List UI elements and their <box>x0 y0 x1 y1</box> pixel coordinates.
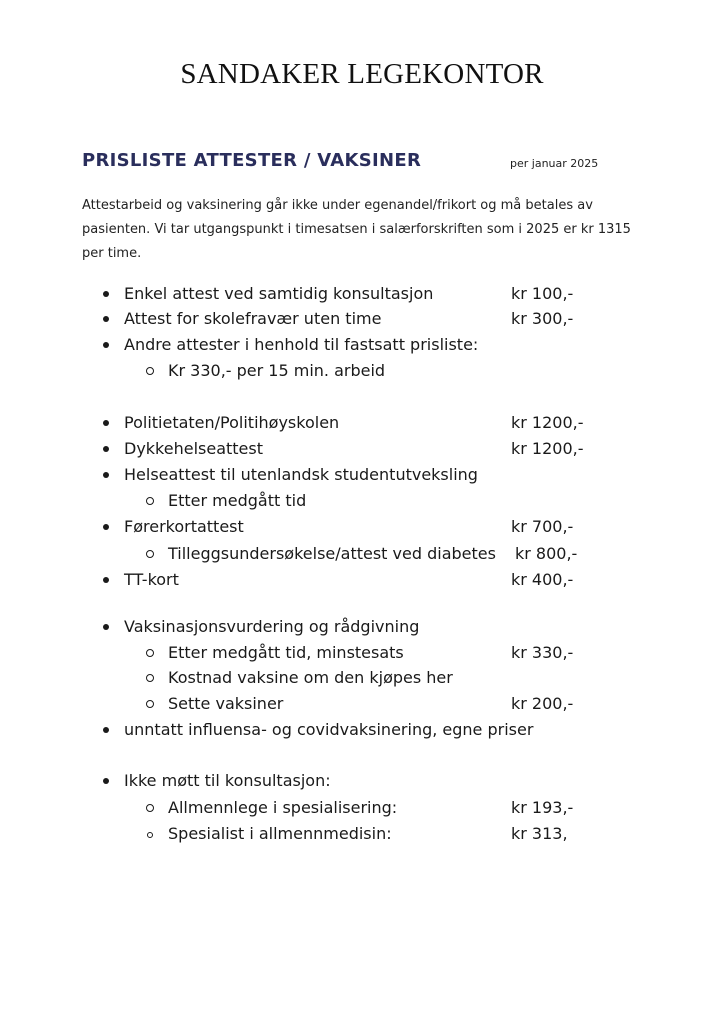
bullet-icon <box>103 446 109 452</box>
sub-list-item <box>0 490 724 516</box>
item-label: Dykkehelseattest <box>124 439 264 458</box>
circle-bullet-icon <box>146 550 154 558</box>
item-price: kr 313, <box>511 824 568 843</box>
sub-list-item <box>0 823 724 849</box>
sub-list-item <box>0 667 724 693</box>
item-price: kr 400,- <box>511 570 574 589</box>
item-label: Attest for skolefravær uten time <box>124 309 382 328</box>
list-item <box>0 308 724 334</box>
bullet-icon <box>103 316 109 322</box>
item-label: Kr 330,- per 15 min. arbeid <box>168 361 386 380</box>
list-item <box>0 438 724 464</box>
item-label: Andre attester i henhold til fastsatt prisliste: <box>124 335 479 354</box>
item-label: Etter medgått tid, minstesats <box>168 643 404 662</box>
item-label: Politietaten/Politihøyskolen <box>124 413 340 432</box>
item-label: unntatt influensa- og covidvaksinering, egne priser <box>124 720 534 739</box>
sub-list-item <box>0 642 724 668</box>
circle-bullet-icon <box>146 367 154 375</box>
sub-list-item <box>0 693 724 719</box>
item-price: kr 800,- <box>515 544 578 563</box>
circle-bullet-icon <box>147 832 153 838</box>
item-label: Førerkortattest <box>124 517 244 536</box>
item-label: Ikke møtt til konsultasjon: <box>124 771 331 790</box>
item-label: Spesialist i allmennmedisin: <box>168 824 392 843</box>
circle-bullet-icon <box>146 674 154 682</box>
bullet-icon <box>103 420 109 426</box>
bullet-icon <box>103 291 109 297</box>
clinic-title: SANDAKER LEGEKONTOR <box>180 58 544 90</box>
bullet-icon <box>103 342 109 348</box>
circle-bullet-icon <box>146 649 154 657</box>
bullet-icon <box>103 624 109 630</box>
sub-list-item <box>0 360 724 386</box>
list-item <box>0 412 724 438</box>
item-price: kr 330,- <box>511 643 574 662</box>
item-label: Allmennlege i spesialisering: <box>168 798 398 817</box>
bullet-icon <box>103 524 109 530</box>
sub-list-item <box>0 797 724 823</box>
item-price: kr 1200,- <box>511 439 584 458</box>
item-label: Etter medgått tid <box>168 491 307 510</box>
list-item <box>0 464 724 490</box>
item-label: Kostnad vaksine om den kjøpes her <box>168 668 453 687</box>
item-price: kr 200,- <box>511 694 574 713</box>
circle-bullet-icon <box>146 700 154 708</box>
list-item <box>0 569 724 595</box>
item-price: kr 100,- <box>511 284 574 303</box>
item-label: Helseattest til utenlandsk studentutveksling <box>124 465 478 484</box>
intro-paragraph: Attestarbeid og vaksinering går ikke under egenandel/frikort og må betales av pasienten. Vi tar utgangspunkt i timesatsen i salærforskriften som i 2025 er kr 1315 per time. <box>82 198 631 261</box>
sub-list-item <box>0 543 724 569</box>
bullet-icon <box>103 577 109 583</box>
list-item <box>0 616 724 642</box>
bullet-icon <box>103 472 109 478</box>
list-item <box>0 516 724 542</box>
circle-bullet-icon <box>146 804 154 812</box>
circle-bullet-icon <box>146 497 154 505</box>
item-label: Tilleggsundersøkelse/attest ved diabetes <box>168 544 496 563</box>
item-price: kr 300,- <box>511 309 574 328</box>
list-item <box>0 283 724 309</box>
effective-date: per januar 2025 <box>510 157 599 170</box>
item-price: kr 1200,- <box>511 413 584 432</box>
item-label: Vaksinasjonsvurdering og rådgivning <box>124 617 420 636</box>
price-list-heading: PRISLISTE ATTESTER / VAKSINER <box>82 150 422 171</box>
item-label: Sette vaksiner <box>168 694 284 713</box>
bullet-icon <box>103 778 109 784</box>
item-label: TT-kort <box>124 570 179 589</box>
item-price: kr 700,- <box>511 517 574 536</box>
list-item <box>0 770 724 796</box>
item-label: Enkel attest ved samtidig konsultasjon <box>124 284 434 303</box>
list-item <box>0 719 724 745</box>
item-price: kr 193,- <box>511 798 574 817</box>
bullet-icon <box>103 727 109 733</box>
list-item <box>0 334 724 360</box>
